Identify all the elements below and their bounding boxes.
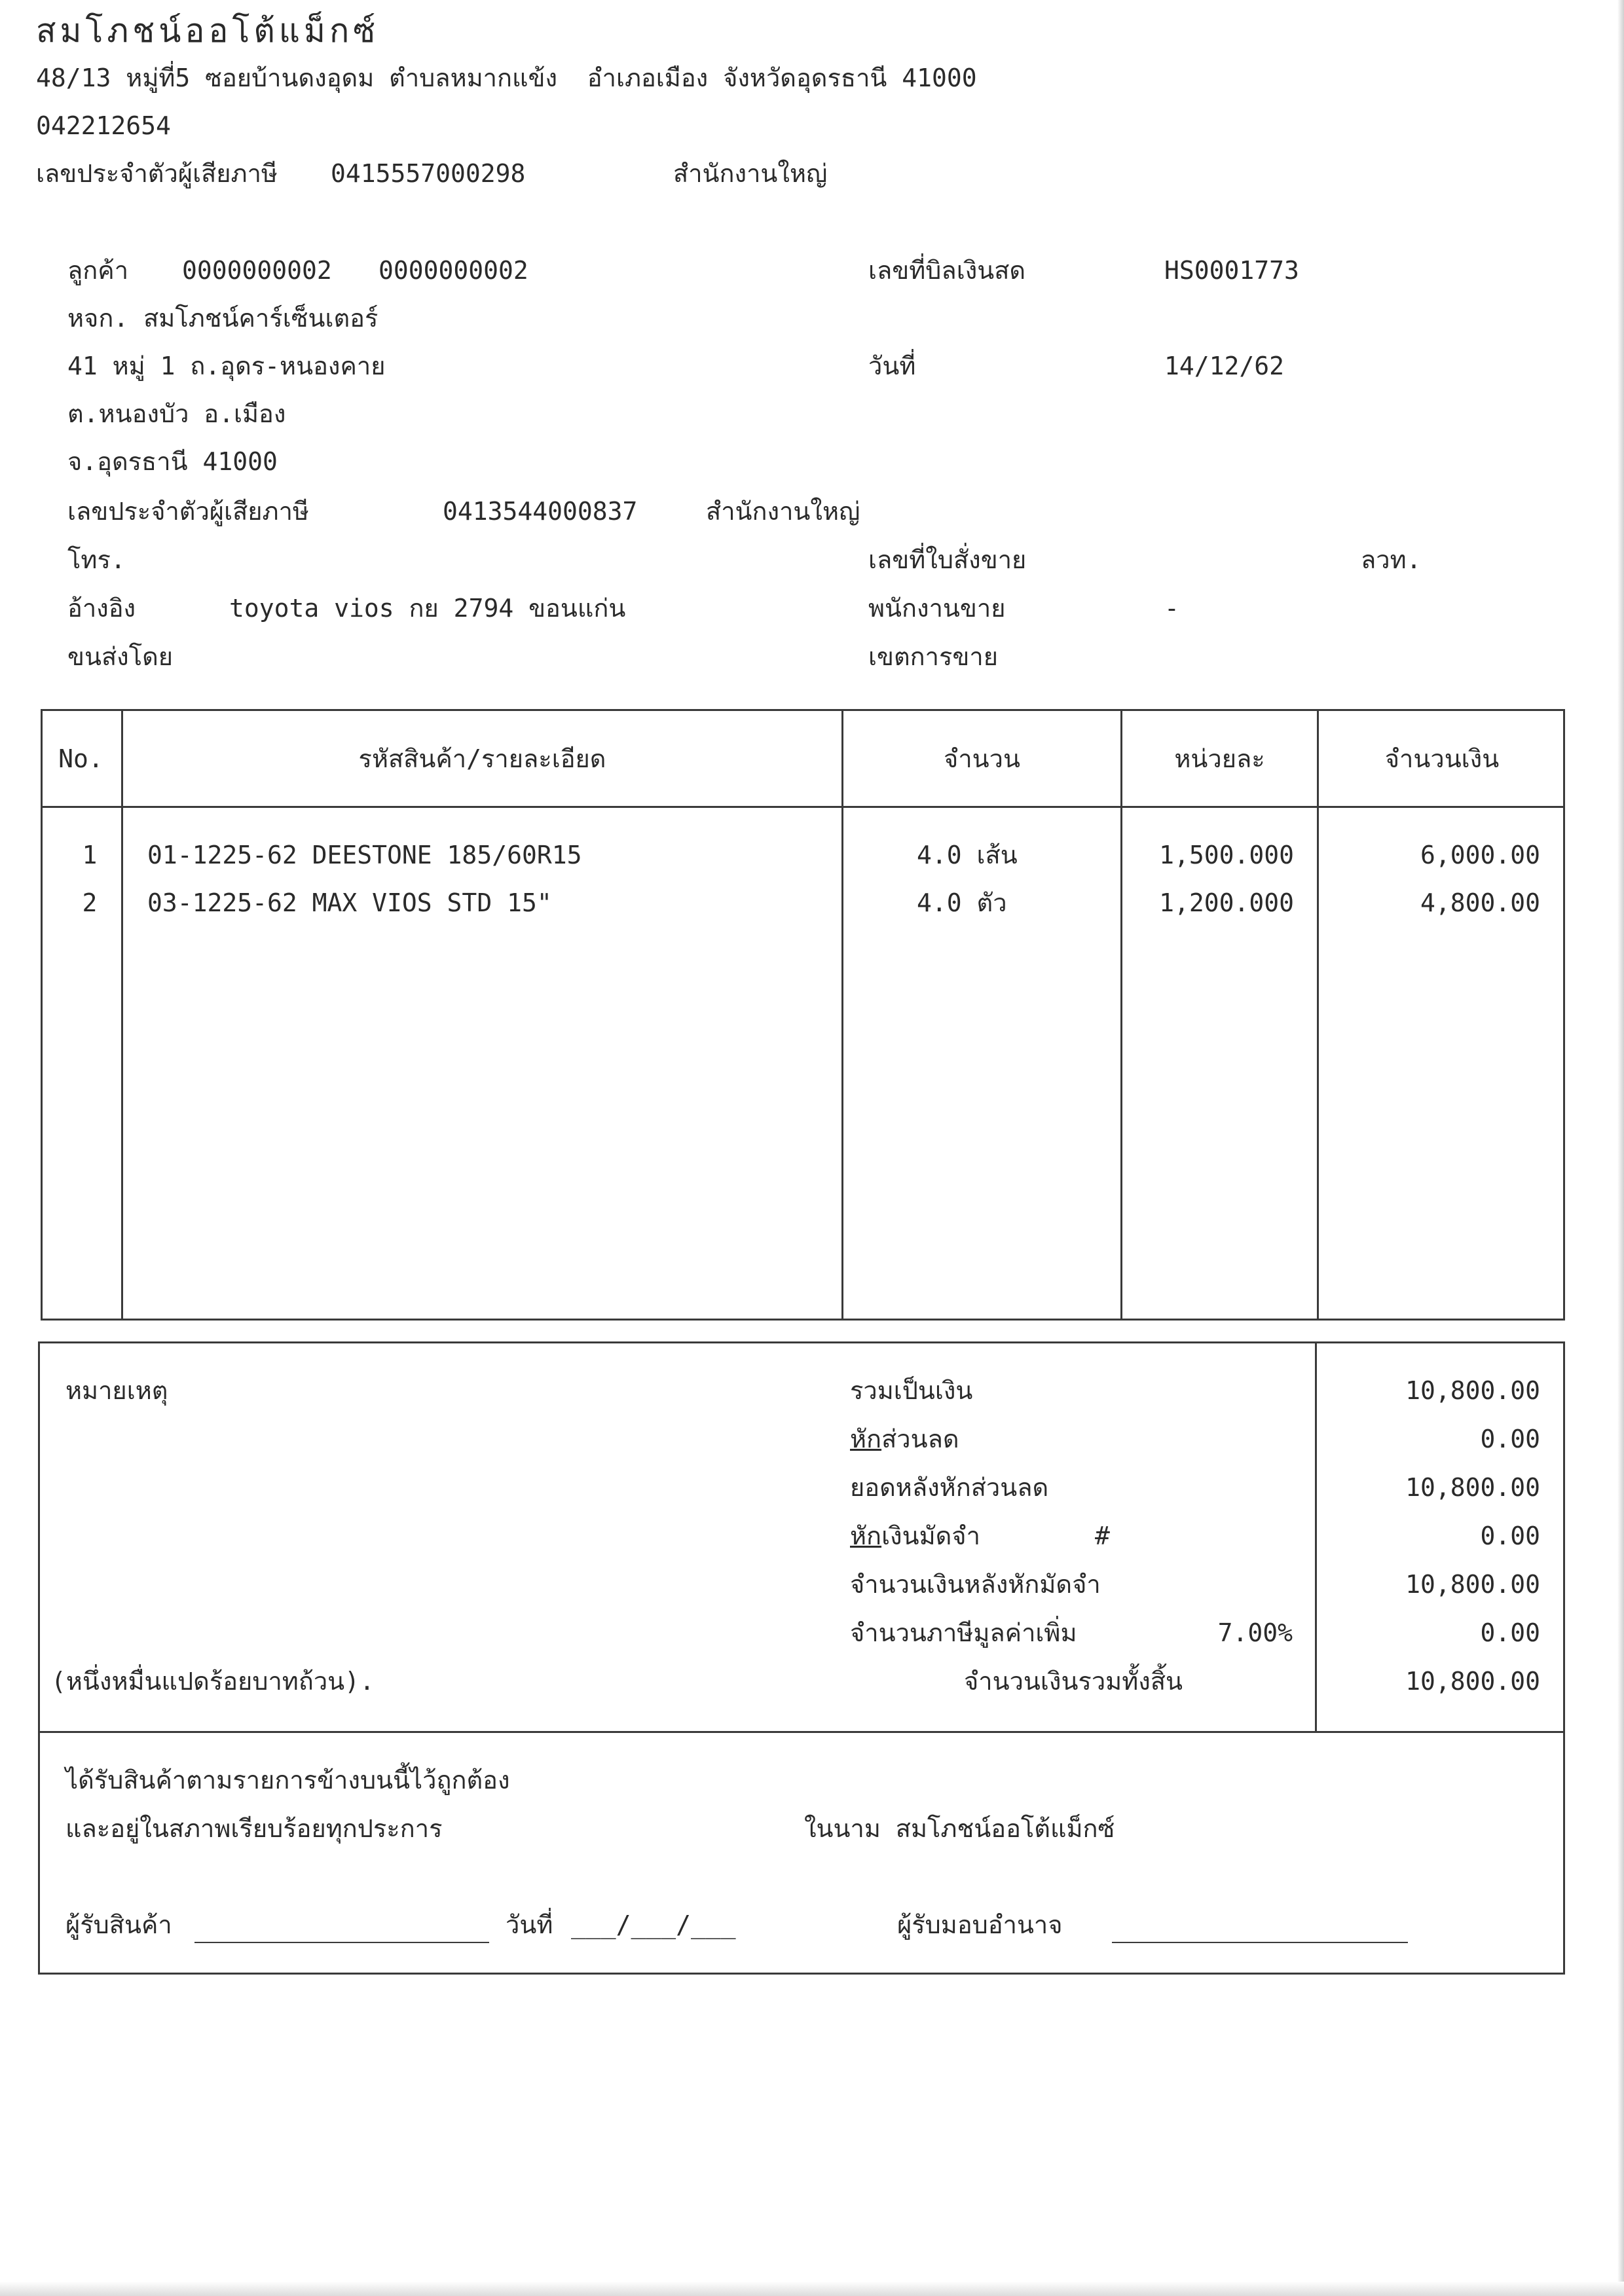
column-divider (1120, 709, 1122, 1321)
customer-code: 0000000002 (182, 256, 332, 285)
receive-date-label: วันที่ (506, 1910, 553, 1939)
table-row-no: 2 (82, 888, 98, 917)
grand-total-value: 10,800.00 (1405, 1667, 1540, 1696)
header-description: รหัสสินค้า/รายละเอียด (358, 744, 606, 773)
received-line1: ได้รับสินค้าตามรายการข้างบนนี้ไว้ถูกต้อง (65, 1766, 510, 1795)
customer-tax-id-label: เลขประจำตัวผู้เสียภาษี (67, 497, 309, 526)
received-line2: และอยู่ในสภาพเรียบร้อยทุกประการ (65, 1814, 443, 1843)
seller-phone: 042212654 (36, 111, 171, 140)
customer-branch: สำนักงานใหญ่ (706, 497, 860, 526)
header-amount: จำนวนเงิน (1384, 744, 1500, 773)
table-row-unit-price: 1,200.000 (1159, 888, 1294, 917)
salesperson-value: - (1164, 594, 1179, 623)
after-discount-label: ยอดหลังหักส่วนลด (850, 1473, 1049, 1502)
discount-value: 0.00 (1480, 1425, 1540, 1453)
deposit-value: 0.00 (1480, 1522, 1540, 1550)
table-row-unit-price: 1,500.000 (1159, 841, 1294, 869)
date-label: วันที่ (868, 352, 916, 380)
sales-area-label: เขตการขาย (868, 642, 998, 671)
subtotal-value: 10,800.00 (1405, 1376, 1540, 1405)
column-divider (1317, 709, 1319, 1321)
table-row-no: 1 (82, 841, 98, 869)
sales-order-value: ลวท. (1361, 545, 1422, 574)
header-quantity: จำนวน (944, 744, 1020, 773)
reference-label: อ้างอิง (67, 594, 136, 623)
items-table (41, 709, 1565, 1321)
invoice-date: 14/12/62 (1164, 352, 1285, 380)
customer-address-line3: จ.อุดรธานี 41000 (67, 447, 278, 476)
shipping-label: ขนส่งโดย (67, 642, 174, 671)
amount-in-words: (หนึ่งหมื่นแปดร้อยบาทถ้วน). (51, 1667, 375, 1696)
header-no: No. (58, 744, 103, 773)
customer-tax-id: 0413544000837 (443, 497, 638, 526)
header-unit-price: หน่วยละ (1174, 744, 1265, 773)
grand-total-label: จำนวนเงินรวมทั้งสิ้น (964, 1667, 1183, 1696)
deposit-label (850, 1523, 980, 1548)
deposit-label-prefix: หัก (850, 1522, 882, 1550)
seller-branch: สำนักงานใหญ่ (673, 159, 828, 188)
deposit-label-text: เงินมัดจำ (881, 1522, 980, 1550)
receiver-signature-line (194, 1942, 489, 1943)
seller-tax-id: 0415557000298 (331, 159, 526, 188)
discount-label (850, 1427, 959, 1451)
salesperson-label: พนักงานขาย (868, 594, 1006, 623)
table-row-quantity: 4.0 ตัว (917, 888, 1007, 917)
scan-bottom-edge (0, 2282, 1624, 2296)
seller-tax-id-label: เลขประจำตัวผู้เสียภาษี (36, 159, 278, 188)
customer-name: หจก. สมโภชน์คาร์เซ็นเตอร์ (67, 304, 378, 333)
customer-phone-label: โทร. (67, 545, 126, 574)
on-behalf: ในนาม สมโภชน์ออโต้แม็กซ์ (804, 1814, 1115, 1843)
customer-code-2: 0000000002 (378, 256, 528, 285)
vat-value: 0.00 (1480, 1618, 1540, 1647)
seller-name: สมโภชน์ออโต้แม็กซ์ (36, 12, 380, 50)
authorized-label: ผู้รับมอบอำนาจ (897, 1910, 1063, 1939)
reference-value: toyota vios กย 2794 ขอนแก่น (229, 594, 626, 623)
vat-label: จำนวนภาษีมูลค่าเพิ่ม (850, 1618, 1077, 1647)
receive-date-blank: ___/___/___ (571, 1910, 736, 1939)
customer-address-line1: 41 หมู่ 1 ถ.อุดร-หนองคาย (67, 352, 386, 380)
sales-order-label: เลขที่ใบสั่งขาย (868, 545, 1027, 574)
customer-label: ลูกค้า (67, 256, 129, 285)
authorized-signature-line (1112, 1942, 1408, 1943)
discount-label-prefix: หัก (850, 1425, 882, 1453)
table-row-description: 03-1225-62 MAX VIOS STD 15" (147, 888, 552, 917)
column-divider (841, 709, 843, 1321)
receiver-label: ผู้รับสินค้า (65, 1910, 172, 1939)
bill-no-label: เลขที่บิลเงินสด (868, 256, 1026, 285)
after-deposit-label: จำนวนเงินหลังหักมัดจำ (850, 1570, 1101, 1599)
table-row-quantity: 4.0 เส้น (917, 841, 1018, 869)
subtotal-label: รวมเป็นเงิน (850, 1376, 973, 1405)
customer-address-line2: ต.หนองบัว อ.เมือง (67, 399, 286, 428)
deposit-hash: # (1095, 1522, 1110, 1550)
table-row-amount: 4,800.00 (1420, 888, 1540, 917)
scan-edge-shadow (1617, 0, 1624, 2296)
bill-no: HS0001773 (1164, 256, 1299, 285)
after-discount-value: 10,800.00 (1405, 1473, 1540, 1502)
seller-address: 48/13 หมู่ที่5 ซอยบ้านดงอุดม ตำบลหมากแข้ง อำเภอเมือง จังหวัดอุดรธานี 41000 (36, 64, 977, 92)
discount-label-text: ส่วนลด (881, 1425, 959, 1453)
table-row-amount: 6,000.00 (1420, 841, 1540, 869)
remark-label: หมายเหตุ (65, 1376, 168, 1405)
vat-rate: 7.00% (1217, 1618, 1293, 1647)
after-deposit-value: 10,800.00 (1405, 1570, 1540, 1599)
table-header-divider (41, 806, 1565, 808)
table-row-description: 01-1225-62 DEESTONE 185/60R15 (147, 841, 582, 869)
column-divider (121, 709, 123, 1321)
